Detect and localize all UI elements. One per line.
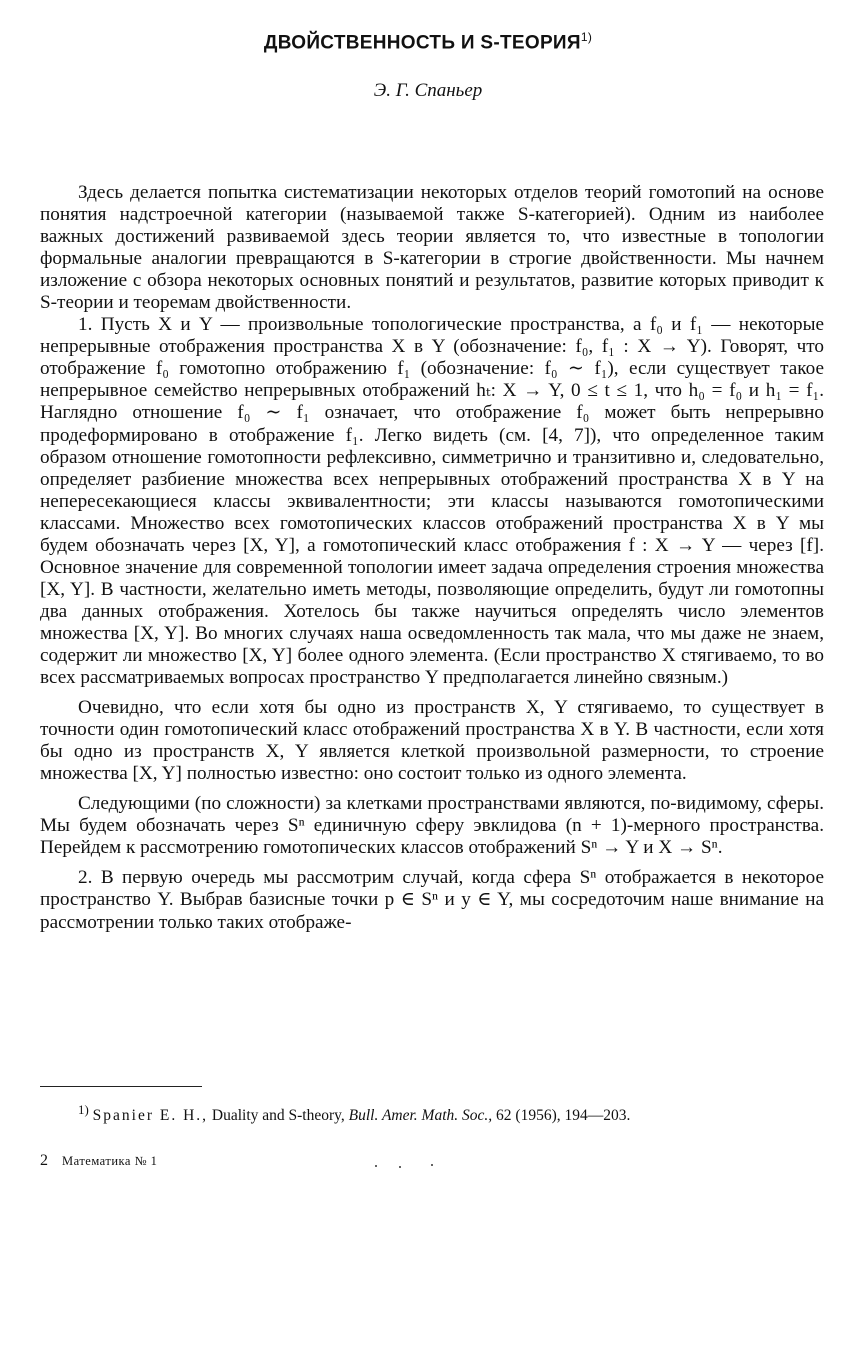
spheres-paragraph: Следующими (по сложности) за клетками пространствами являются, по-видимому, сферы. Мы будем обозначать через Sⁿ единичную сферу эвклидова (n + 1)-мерного пространства. Перейдем к рассмотрению гомотопических классов отображений Sⁿ → Y и X → Sⁿ. [40,793,824,859]
footnote-marker: 1) [78,1102,89,1117]
paper-author: Э. Г. Спаньер [373,80,483,101]
footnote [40,1100,824,1126]
paper-title-text: ДВОЙСТВЕННОСТЬ И S-ТЕОРИЯ [263,32,581,54]
footnote-details: 62 (1956), 194—203. [496,1107,631,1125]
page-footer [40,1152,157,1170]
footnote-divider [40,1086,202,1087]
title-footnote-marker: 1) [580,30,593,44]
footnote-journal: Bull. Amer. Math. Soc., [348,1107,493,1125]
paper-title [0,30,856,54]
intro-paragraph: Здесь делается попытка систематизации некоторых отделов теорий гомотопий на основе понятия надстроечной категории (называемой также S-категорией). Одним из наиболее важных достижений развиваемой здесь теории является то, что известные в топологии формальные аналогии превращаются в S-категории в строгие двойственности. Мы начнем изложение с обзора некоторых основных понятий и результатов, развитие которых приводит к S-теории и теоремам двойственности. [40,182,824,314]
section-2-paragraph: 2. В первую очередь мы рассмотрим случай, когда сфера Sⁿ отображается в некоторое пространство Y. Выбрав базисные точки p ∈ Sⁿ и y ∈ Y, мы сосредоточим наше внимание на рассмотрении только таких отображе- [40,867,824,933]
signature-label: Математика № 1 [62,1154,158,1168]
scan-specks [370,1160,440,1170]
contractible-paragraph: Очевидно, что если хотя бы одно из пространств X, Y стягиваемо, то существует в точности один гомотопический класс отображений пространства X в Y. В частности, если хотя бы одно из пространств X, Y является клеткой произвольной размерности, то строение множества [X, Y] полностью известно: оно состоит только из одного элемента. [40,697,824,785]
footnote-author: Spanier E. H., [92,1107,209,1125]
section-1-paragraph: 1. Пусть X и Y — произвольные топологические пространства, а f₀ и f₁ — некоторые непрерывные отображения пространства X в Y (обозначение: f₀, f₁ : X → Y). Говорят, что отображение f₀ гомотопно отображению f₁ (обозначение: f₀ ∼ f₁), если существует такое непрерывное семейство непрерывных отображений hₜ: X → Y, 0 ≤ t ≤ 1, что h₀ = f₀ и h₁ = f₁. Наглядно отношение f₀ ∼ f₁ означает, что отображение f₀ может быть непрерывно продеформировано в отображение f₁. Легко видеть (см. [4, 7]), что определенное таким образом отношение гомотопности рефлексивно, симметрично и транзитивно и, следовательно, определяет разбиение множества всех непрерывных отображений пространства X в Y на непересекающиеся классы эквивалентности; эти классы называются гомотопическими классами. Множество всех гомотопических классов отображений пространства X в Y мы будем обозначать через [X, Y], а гомотопический класс отображения f : X → Y — через [f]. Основное значение для современной топологии имеет задача определения строения множества [X, Y]. В частности, желательно иметь методы, позволяющие определить, будут ли гомотопны два данных отображения. Хотелось бы также научиться определять число элементов множества [X, Y]. Во многих случаях наша осведомленность так мала, что мы даже не знаем, содержит ли множество [X, Y] более одного элемента. (Если пространство X стягиваемо, то во всех рассматриваемых вопросах пространство Y предполагается линейно связным.) [40,314,824,689]
footnote-title: Duality and S-theory, [211,1107,345,1125]
page-number: 2 [40,1152,48,1169]
article-body [40,182,824,942]
